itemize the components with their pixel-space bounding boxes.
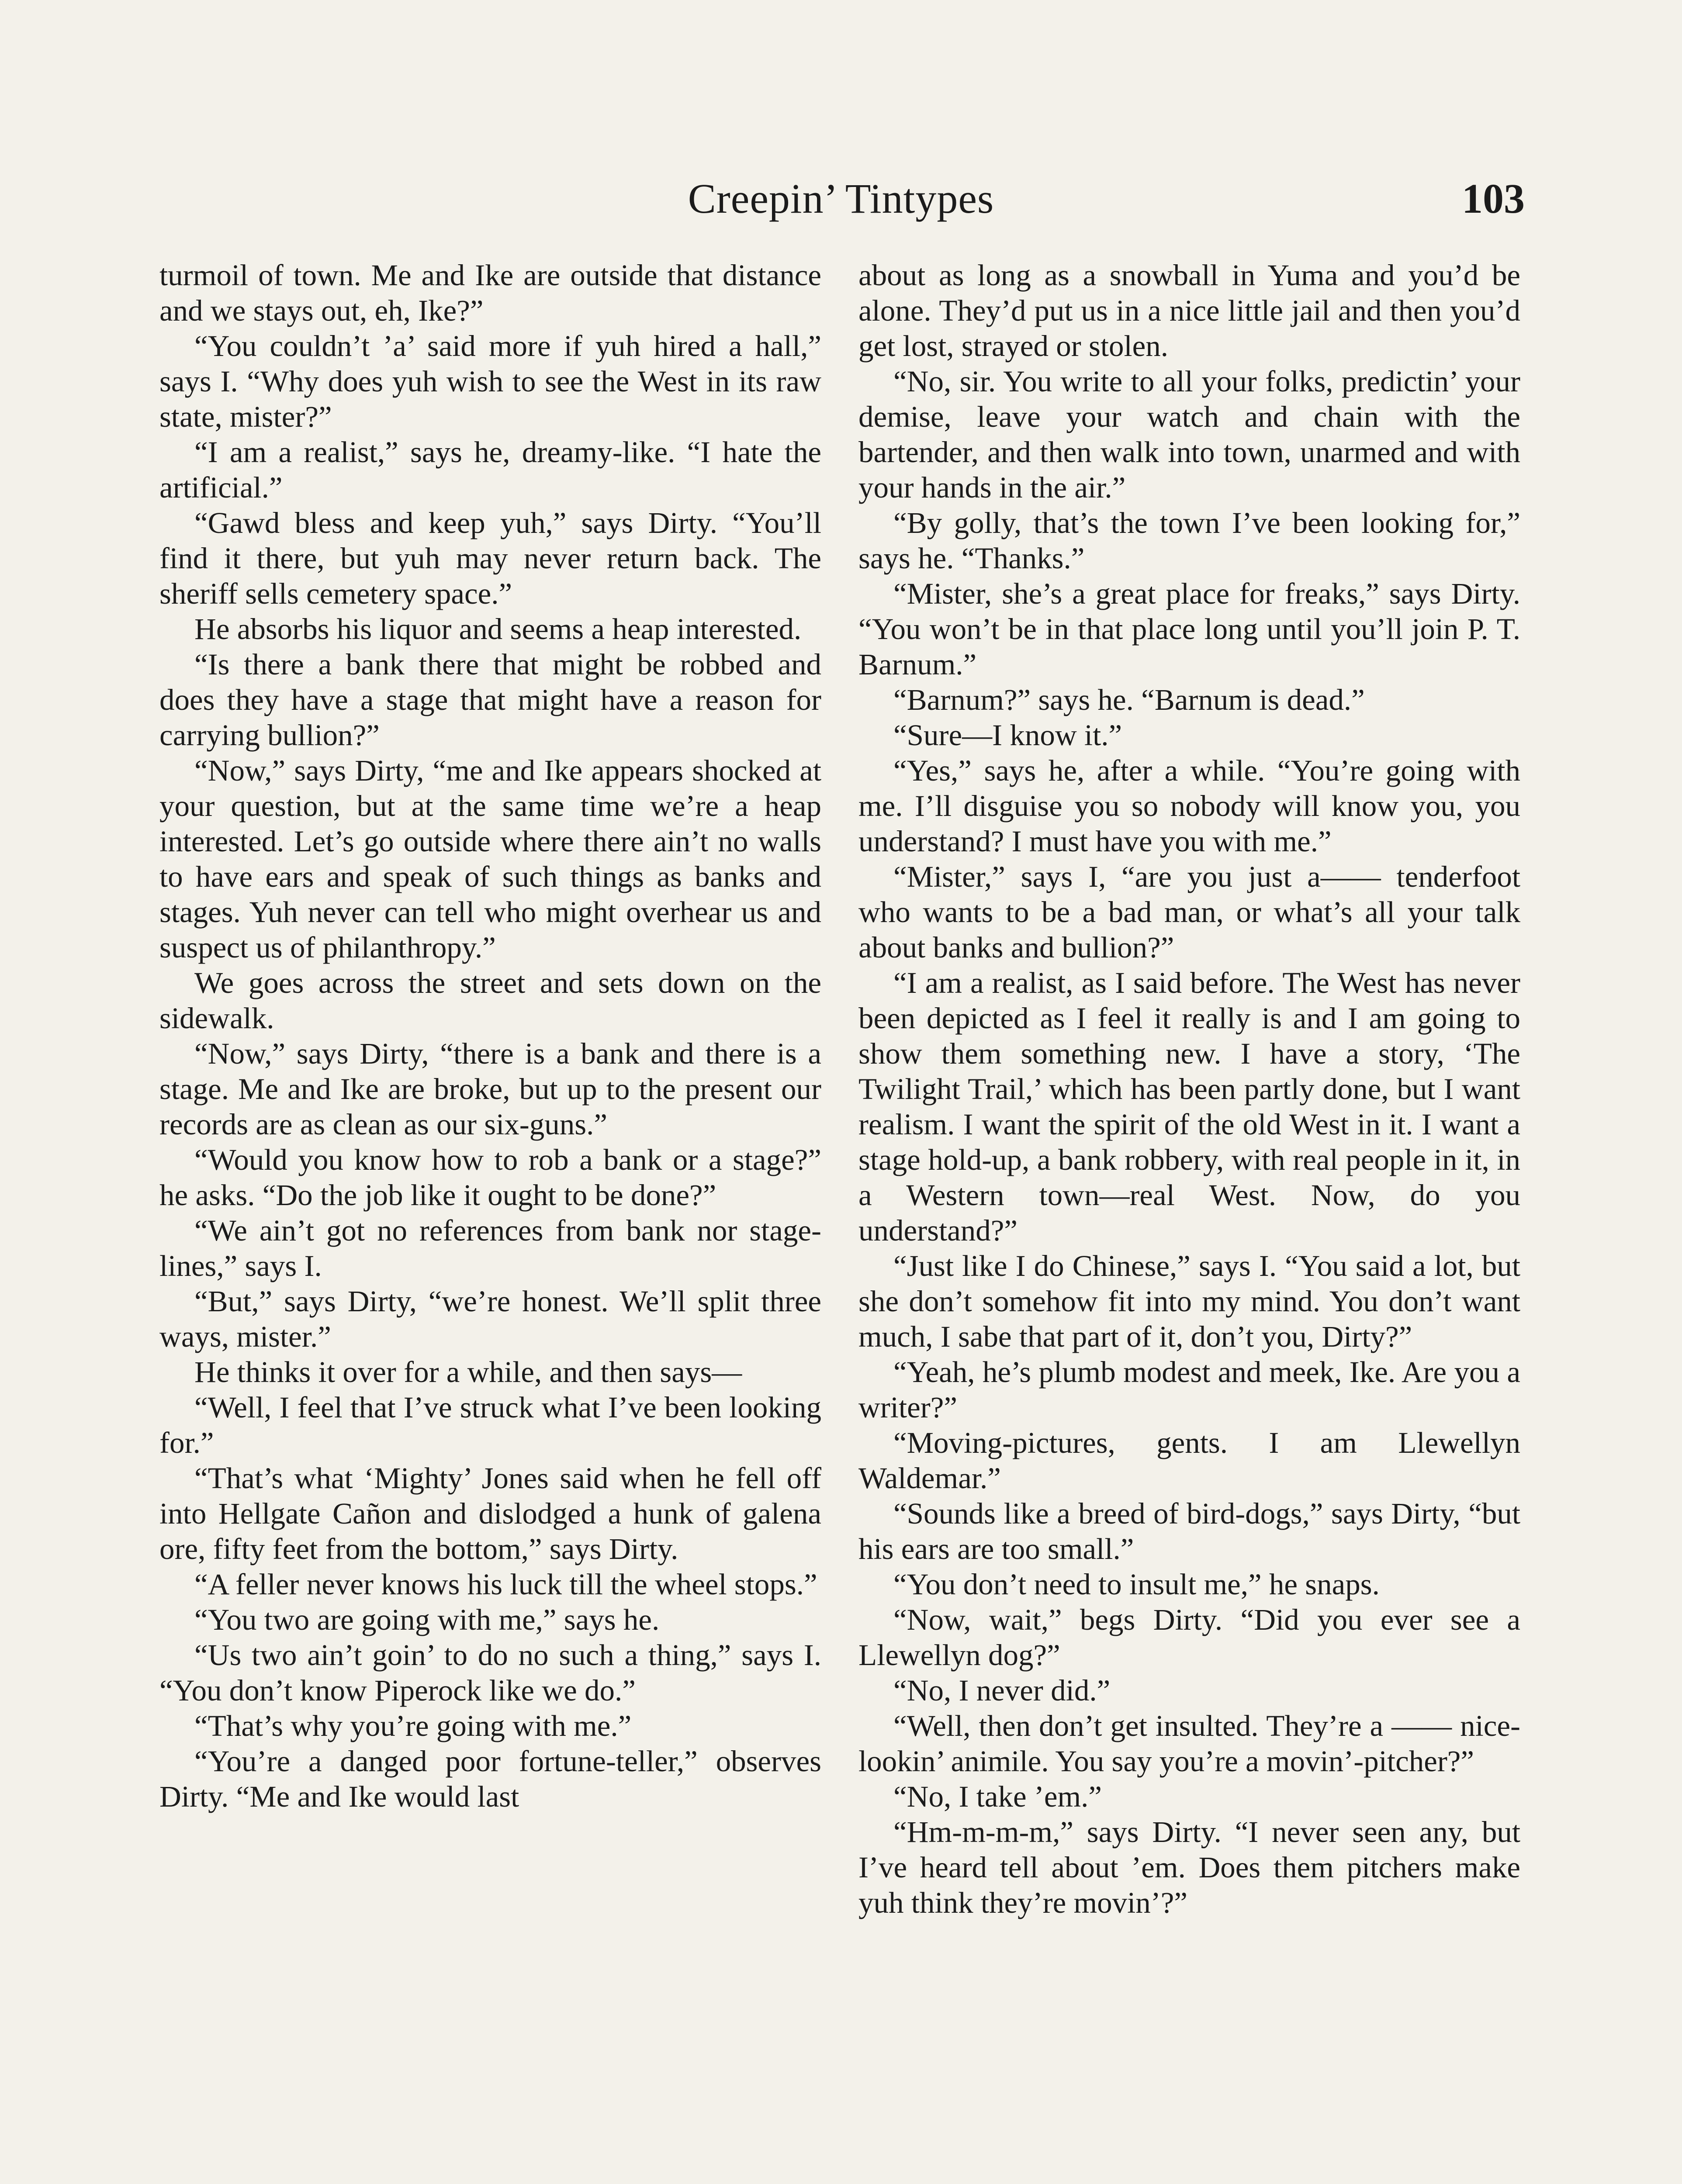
paragraph: “Gawd bless and keep yuh,” says Dirty. “You’ll find it there, but yuh may never return back. The sheriff sells cemetery space.”	[159, 506, 821, 610]
running-title: Creepin’ Tintypes	[688, 175, 994, 222]
paragraph: “Yes,” says he, after a while. “You’re going with me. I’ll disguise you so nobody will know you, you understand? I must have you with me.”	[858, 754, 1520, 858]
paragraph: “Now, wait,” begs Dirty. “Did you ever see a Llewellyn dog?”	[858, 1603, 1520, 1672]
paragraph: “We ain’t got no references from bank nor stage-lines,” says I.	[159, 1214, 821, 1282]
paragraph: “You don’t need to insult me,” he snaps.	[893, 1568, 1380, 1601]
paragraph: “Hm-m-m-m,” says Dirty. “I never seen any, but I’ve heard tell about ’em. Does them pitchers make yuh think they’re movin’?”	[858, 1815, 1520, 1919]
paragraph: “I am a realist, as I said before. The West has never been depicted as I feel it really is and I am going to show them something new. I have a story, ‘The Twilight Trail,’ which has been partly done, but I want realism. I want the spirit of the old West in it. I want a stage hold-up, a bank robbery, with real people in it, in a Western town—real West. Now, do you understand?”	[858, 966, 1520, 1247]
paragraph: He thinks it over for a while, and then says—	[194, 1355, 742, 1389]
paragraph: “Barnum?” says he. “Barnum is dead.”	[893, 683, 1365, 716]
paragraph: “Mister,” says I, “are you just a—— tenderfoot who wants to be a bad man, or what’s all your talk about banks and bullion?”	[858, 860, 1520, 964]
paragraph: “That’s what ‘Mighty’ Jones said when he fell off into Hellgate Cañon and dislodged a hunk of galena ore, fifty feet from the bottom,” says Dirty.	[159, 1462, 821, 1565]
page-header	[157, 166, 1525, 232]
paragraph: “You couldn’t ’a’ said more if yuh hired a hall,” says I. “Why does yuh wish to see the West in its raw state, mister?”	[159, 329, 821, 433]
paragraph: about as long as a snowball in Yuma and you’d be alone. They’d put us in a nice little jail and then you’d get lost, strayed or stolen.	[858, 259, 1520, 363]
paragraph: “I am a realist,” says he, dreamy-like. “I hate the artificial.”	[159, 435, 821, 504]
paragraph: “Well, then don’t get insulted. They’re a —— nice-lookin’ animile. You say you’re a movin’-pitcher?”	[858, 1709, 1520, 1778]
paragraph: “No, sir. You write to all your folks, predictin’ your demise, leave your watch and chain with the bartender, and then walk into town, unarmed and with your hands in the air.”	[858, 365, 1520, 504]
paragraph: “No, I never did.”	[893, 1674, 1111, 1707]
paragraph: “That’s why you’re going with me.”	[194, 1709, 632, 1742]
paragraph: He absorbs his liquor and seems a heap interested.	[194, 612, 802, 646]
paragraph: “Sounds like a breed of bird-dogs,” says Dirty, “but his ears are too small.”	[858, 1497, 1520, 1565]
paragraph: “But,” says Dirty, “we’re honest. We’ll split three ways, mister.”	[159, 1285, 821, 1353]
page-number: 103	[1462, 175, 1525, 222]
paragraph: “Would you know how to rob a bank or a stage?” he asks. “Do the job like it ought to be done?”	[159, 1143, 821, 1212]
paragraph: “Us two ain’t goin’ to do no such a thing,” says I. “You don’t know Piperock like we do.”	[159, 1638, 821, 1707]
text-column-right	[858, 258, 1520, 1921]
paragraph: “Moving-pictures, gents. I am Llewellyn Waldemar.”	[858, 1426, 1520, 1495]
paragraph: “By golly, that’s the town I’ve been looking for,” says he. “Thanks.”	[858, 506, 1520, 575]
paragraph: “You’re a danged poor fortune-teller,” observes Dirty. “Me and Ike would last	[159, 1745, 821, 1813]
paragraph: “Sure—I know it.”	[893, 719, 1122, 752]
paragraph: turmoil of town. Me and Ike are outside that distance and we stays out, eh, Ike?”	[159, 259, 821, 327]
paragraph: “Now,” says Dirty, “there is a bank and there is a stage. Me and Ike are broke, but up to the present our records are as clean as our six-guns.”	[159, 1037, 821, 1141]
paragraph: “Mister, she’s a great place for freaks,” says Dirty. “You won’t be in that place long until you’ll join P. T. Barnum.”	[858, 577, 1520, 681]
paragraph: “Is there a bank there that might be robbed and does they have a stage that might have a reason for carrying bullion?”	[159, 648, 821, 752]
paragraph: “Well, I feel that I’ve struck what I’ve been looking for.”	[159, 1391, 821, 1459]
paragraph: “Just like I do Chinese,” says I. “You said a lot, but she don’t somehow fit into my mind. You don’t want much, I sabe that part of it, don’t you, Dirty?”	[858, 1249, 1520, 1353]
paragraph: “Yeah, he’s plumb modest and meek, Ike. Are you a writer?”	[858, 1355, 1520, 1424]
paragraph: “No, I take ’em.”	[893, 1780, 1102, 1813]
paragraph: “You two are going with me,” says he.	[194, 1603, 660, 1636]
paragraph: “Now,” says Dirty, “me and Ike appears shocked at your question, but at the same time we’re a heap interested. Let’s go outside where there ain’t no walls to have ears and speak of such things as banks and stages. Yuh never can tell who might overhear us and suspect us of philanthropy.”	[159, 754, 821, 964]
text-column-left	[159, 258, 821, 1814]
paragraph: “A feller never knows his luck till the wheel stops.”	[194, 1568, 817, 1601]
paragraph: We goes across the street and sets down on the sidewalk.	[159, 966, 821, 1035]
